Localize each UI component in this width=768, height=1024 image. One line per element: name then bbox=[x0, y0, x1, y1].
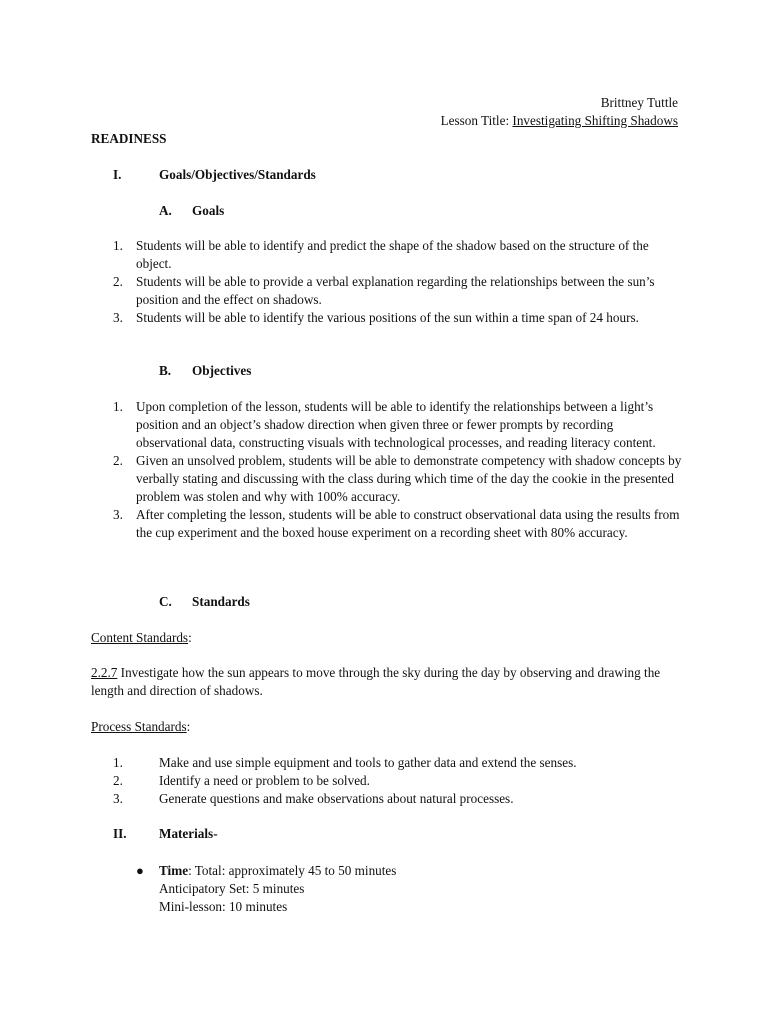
lesson-title-label: Lesson Title: bbox=[440, 113, 513, 128]
mini-lesson-line: Mini-lesson: 10 minutes bbox=[159, 899, 288, 914]
section-1-numeral: I. bbox=[113, 167, 122, 182]
objectives-letter: B. bbox=[159, 363, 172, 378]
process-standards-list bbox=[113, 754, 577, 808]
list-item: 3. Students will be able to identify the various positions of the sun within a time span of 24 hours. bbox=[113, 310, 639, 325]
goals-letter: A. bbox=[159, 203, 172, 218]
bullet-icon: ● bbox=[136, 863, 144, 878]
content-standards-heading: Content Standards: bbox=[91, 630, 192, 645]
readiness-heading: READINESS bbox=[91, 131, 167, 146]
standards-letter: C. bbox=[159, 594, 172, 609]
goals-title: Goals bbox=[192, 203, 225, 218]
lesson-title: Investigating Shifting Shadows bbox=[512, 113, 678, 128]
section-2-numeral: II. bbox=[113, 826, 127, 841]
goals-list bbox=[113, 237, 683, 327]
list-item: 3. Generate questions and make observations about natural processes. bbox=[113, 791, 514, 806]
process-standards-heading: Process Standards: bbox=[91, 719, 191, 734]
objectives-list bbox=[113, 398, 683, 542]
section-1-title: Goals/Objectives/Standards bbox=[159, 167, 316, 182]
list-item: 2. Students will be able to provide a verbal explanation regarding the relationships between the sun’s position and the effect on shadows. bbox=[113, 274, 655, 307]
list-item: 1. Students will be able to identify and predict the shape of the shadow based on the structure of the object. bbox=[113, 238, 649, 271]
list-item: 3. After completing the lesson, students will be able to construct observational data using the results from the cup experiment and the boxed house experiment on a recording sheet with 80% accuracy. bbox=[113, 507, 680, 540]
standards-title: Standards bbox=[192, 594, 250, 609]
objectives-title: Objectives bbox=[192, 363, 252, 378]
section-2-title: Materials- bbox=[159, 826, 218, 841]
anticipatory-set-line: Anticipatory Set: 5 minutes bbox=[159, 881, 305, 896]
time-line: Time: Total: approximately 45 to 50 minutes bbox=[159, 863, 397, 878]
lesson-title-line bbox=[441, 112, 678, 130]
list-item: 2. Identify a need or problem to be solved. bbox=[113, 773, 370, 788]
author-name: Brittney Tuttle bbox=[600, 95, 678, 110]
list-item: 1. Upon completion of the lesson, students will be able to identify the relationships between a light’s position and an object’s shadow direction when given three or fewer prompts by recording observational data, constructing visuals with technological processes, and reading literacy content. bbox=[113, 399, 656, 450]
list-item: 1. Make and use simple equipment and tools to gather data and extend the senses. bbox=[113, 755, 577, 770]
standard-code: 2.2.7 bbox=[91, 665, 118, 680]
content-standard-paragraph: 2.2.7 Investigate how the sun appears to move through the sky during the day by observing and drawing the length and direction of shadows. bbox=[91, 665, 661, 698]
list-item: 2. Given an unsolved problem, students will be able to demonstrate competency with shadow concepts by verbally stating and discussing with the class during which time of the day the cookie in the presented problem was stolen and why with 100% accuracy. bbox=[113, 453, 682, 504]
